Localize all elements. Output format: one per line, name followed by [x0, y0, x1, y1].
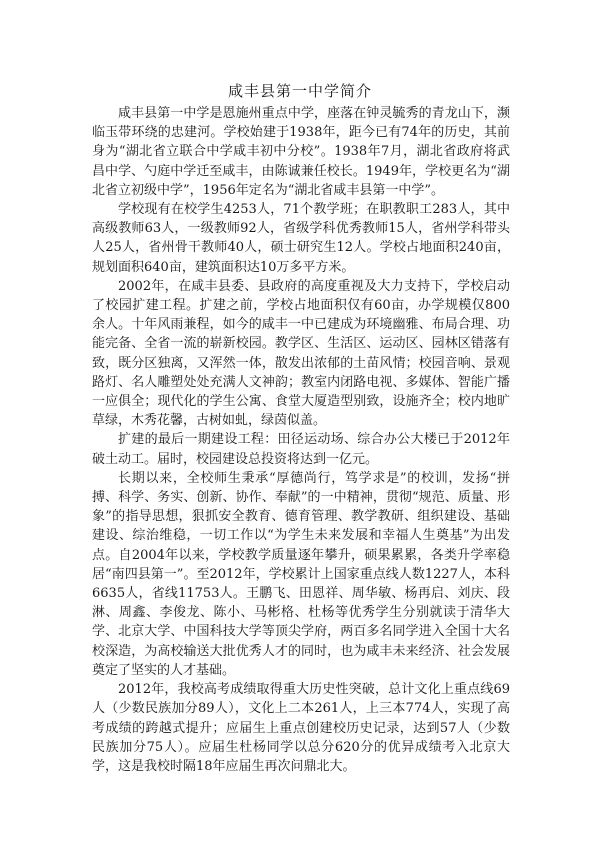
paragraph-expansion: 2002年，在咸丰县委、县政府的高度重视及大力支持下，学校启动了校园扩建工程。扩建之前，学校占地面积仅有60亩，办学规模仅800余人。十年风雨兼程，如今的咸丰一中已建成为环境幽雅、布局合理、功能完备、全省一流的崭新校园。教学区、生活区、运动区、园林区错落有致，既分区独离，又浑然一体，散发出浓郁的土苗风情；校园音响、景观路灯、名人雕塑处处充满人文神韵；教室内闭路电视、多媒体、智能广播一应俱全；现代化的学生公寓、食堂大厦造型别致，设施齐全；校内地旷草绿，木秀花馨，古树如虬，绿茵似盖。	[92, 278, 510, 429]
paragraph-achievements: 长期以来，全校师生秉承“厚德尚行，笃学求是”的校训，发扬“拼搏、科学、务实、创新、协作、奉献”的一中精神，贯彻“规范、质量、形象”的指导思想，狠抓安全教育、德育管理、教学教研、组织建设、基础建设、综治维稳，一切工作以“为学生未来发展和幸福人生奠基”为出发点。自2004年以来，学校教学质量逐年攀升，硕果累累，各类升学率稳居“南四县第一”。至2012年，学校累计上国家重点线人数1227人，本科6635人，省线11753人。王鹏飞、田恩祥、周华敏、杨再启、刘庆、段淋、周鑫、李俊龙、陈小、马彬格、杜杨等优秀学生分别就读于清华大学、北京大学、中国科技大学等顶尖学府，两百多名同学进入全国十大名校深造，为高校输送大批优秀人才的同时，也为咸丰未来经济、社会发展奠定了坚实的人才基础。	[92, 470, 510, 678]
paragraph-staff: 学校现有在校学生4253人，71个教学班；在职教职工283人，其中高级教师63人，一级教师92人，省级学科优秀教师15人，省州学科带头人25人，省州骨干教师40人，硕士研究生12人。学校占地面积240亩，规划面积640亩，建筑面积达10万多平方米。	[92, 202, 510, 275]
paragraph-exam-results: 2012年，我校高考成绩取得重大历史性突破，总计文化上重点线69人（少数民族加分89人），文化上二本261人，上三本774人，实现了高考成绩的跨越式提升；应届生上重点创建校历史记录，达到57人（少数民族加分75人）。应届生杜杨同学以总分620分的优异成绩考入北京大学，这是我校时隔18年应届生再次问鼎北大。	[92, 682, 510, 774]
paragraph-history: 咸丰县第一中学是恩施州重点中学，座落在钟灵毓秀的青龙山下，濒临玉带环绕的忠建河。学校始建于1938年，距今已有74年的历史，其前身为“湖北省立联合中学咸丰初中分校”。1938年7月，湖北省政府将武昌中学、勺庭中学迁至咸丰，由陈诚兼任校长。1949年，学校更名为“湖北省立初级中学”，1956年定名为“湖北省咸丰县第一中学”。	[92, 106, 510, 198]
document-body	[92, 104, 510, 776]
paragraph-final-phase: 扩建的最后一期建设工程：田径运动场、综合办公大楼已于2012年破土动工。届时，校园建设总投资将达到一亿元。	[92, 432, 510, 467]
document-title: 咸丰县第一中学简介	[227, 82, 372, 100]
